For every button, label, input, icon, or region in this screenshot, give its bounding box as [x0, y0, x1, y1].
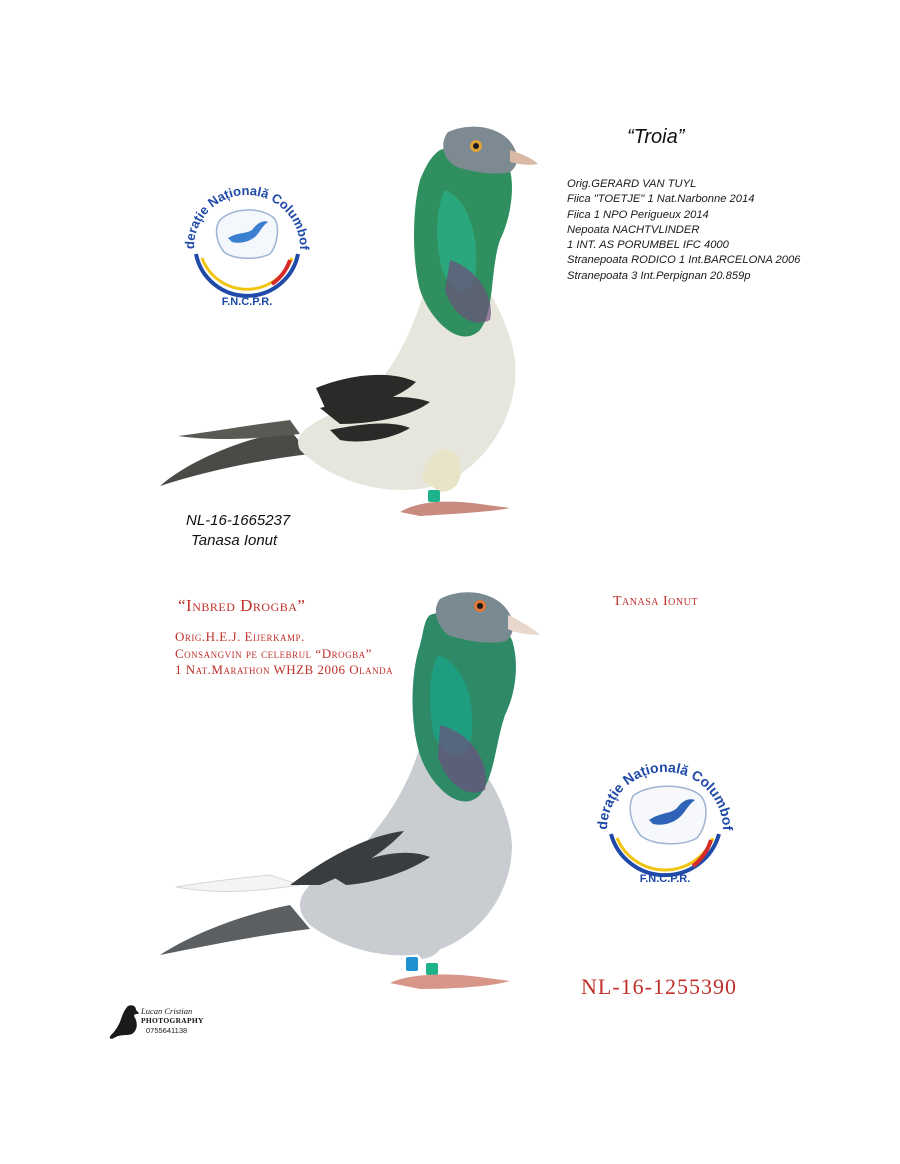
ring-number-drogba: NL-16-1255390 [581, 974, 737, 999]
fncpr-logo-bottom [580, 729, 745, 892]
photo-credit [108, 1000, 228, 1044]
pedigree-line: Fiica "TOETJE" 1 Nat.Narbonne 2014 [567, 193, 755, 206]
pedigree-line: 1 Nat.Marathon WHZB 2006 Olanda [175, 662, 394, 677]
pedigree-line: Stranepoata RODICO 1 Int.BARCELONA 2006 [567, 254, 801, 267]
credit-studio: PHOTOGRAPHY [141, 1016, 204, 1025]
credit-name: Lucan Cristian [141, 1006, 193, 1016]
pedigree-line: Consangvin pe celebrul “Drogba” [175, 645, 372, 661]
pedigree-line: Nepoata NACHTVLINDER [567, 223, 700, 236]
ring-number: NL-16-1665237 [186, 512, 291, 529]
bird-name-troia: “Troia” [627, 126, 685, 148]
pedigree-line: Orig.H.E.J. Eijerkamp. [175, 629, 305, 644]
logo-org-name: Federație Națională Columbofilă [168, 150, 313, 250]
logo-org-name: Federație Națională Columbofilă [580, 729, 737, 831]
ring-info-troia [186, 511, 290, 551]
logo-abbrev: F.N.C.P.R. [221, 296, 273, 308]
pigeon-photo-troia [150, 120, 570, 530]
pedigree-troia [567, 177, 800, 284]
pedigree-line: 1 INT. AS PORUMBEL IFC 4000 [567, 239, 729, 252]
owner-name: Tanasa Ionut [191, 532, 278, 549]
pedigree-line: Fiica 1 NPO Perigueux 2014 [567, 208, 709, 221]
pigeon-photo-drogba [140, 585, 560, 1005]
credit-phone: 0755641138 [146, 1026, 188, 1035]
logo-abbrev: F.N.C.P.R. [639, 873, 691, 885]
pedigree-line: Stranepoata 3 Int.Perpignan 20.859p [567, 269, 751, 282]
pigeon-silhouette-icon [108, 1002, 144, 1040]
bird-name-drogba: “Inbred Drogba” [178, 596, 306, 615]
pedigree-line: Orig.GERARD VAN TUYL [567, 178, 697, 190]
owner-name-drogba: Tanasa Ionut [613, 594, 698, 609]
